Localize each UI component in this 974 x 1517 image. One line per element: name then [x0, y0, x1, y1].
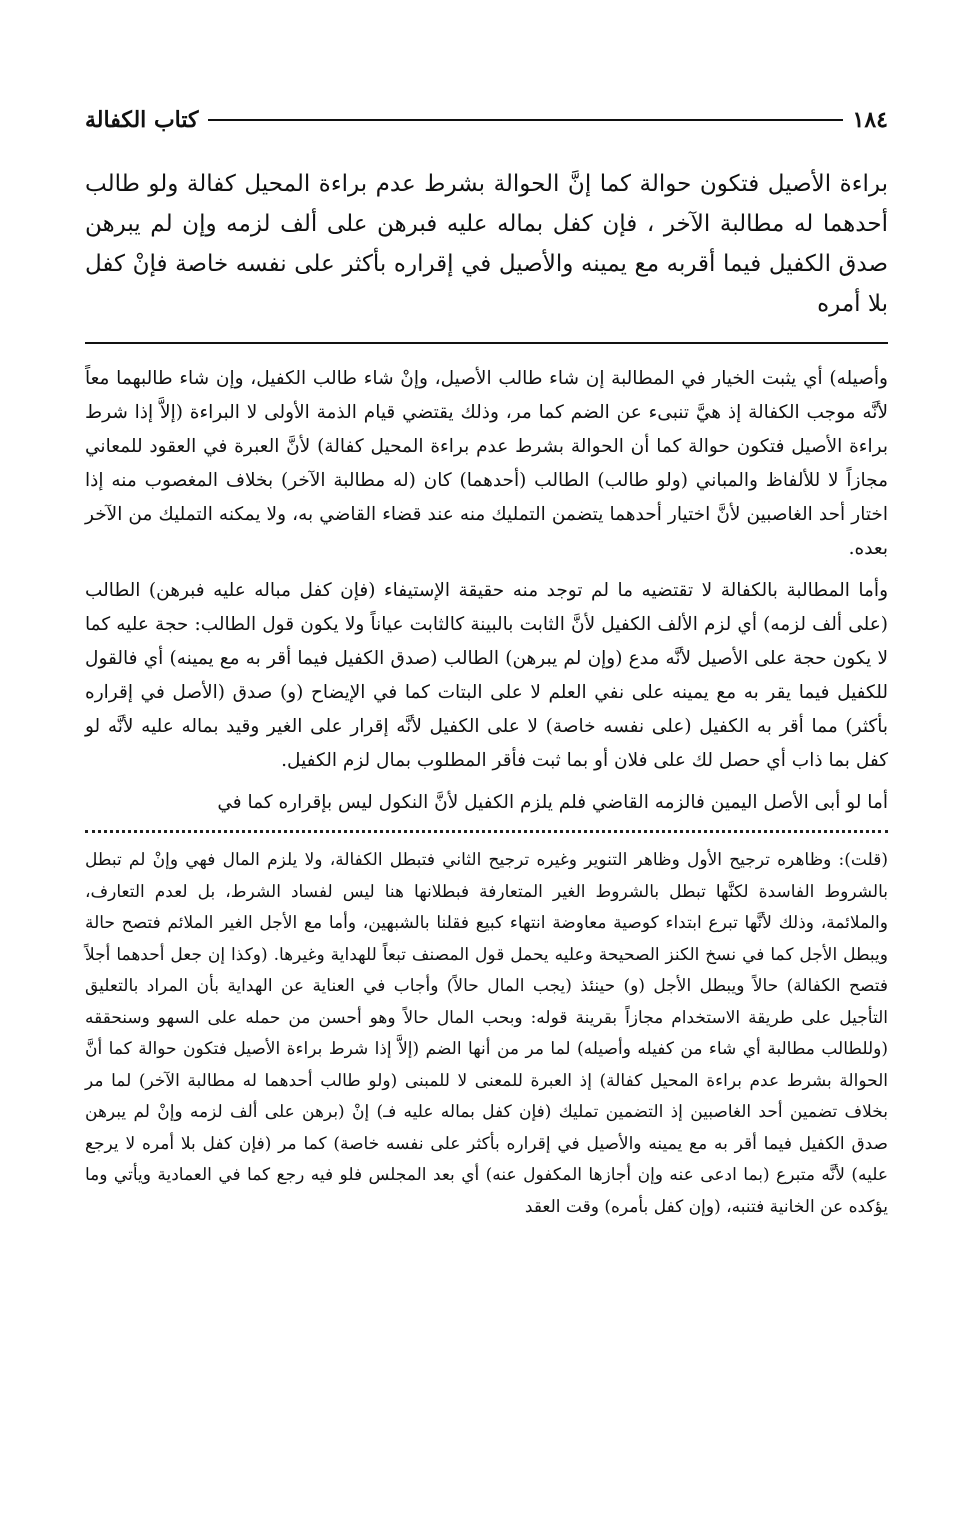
gloss-block	[85, 845, 888, 1223]
main-text: براءة الأصيل فتكون حوالة كما إنَّ الحوالة بشرط عدم براءة المحيل كفالة ولو طالب أحدهما له مطالبة الآخر ، فإن كفل بماله عليه فبرهن على ألف لزمه وإن لم يبرهن صدق الكفيل فيما أقربه مع يمينه والأصيل في إقراره بأكثر على نفسه خاصة فإنْ كفل بلا أمره	[85, 171, 888, 317]
commentary-block	[85, 362, 888, 820]
main-text-divider	[85, 342, 888, 344]
gloss-text: (قلت): وظاهره ترجيح الأول وظاهر التنوير وغيره ترجيح الثاني فتبطل الكفالة، ولا يلزم المال فهي وإنْ لم تبطل بالشروط الفاسدة لكنَّها تبطل بالشروط الغير المتعارفة فبطلانها هنا ليس لفساد الشرط، بل لعدم التعارف، والملائمة، وذلك لأنَّها تبرع ابتداء كوصية معاوضة انتهاء كبيع فقلنا بالشبهين، وأما مع الأجل الغير الملائم فتصح حالة ويبطل الأجل كما في نسخ الكنز الصحيحة وعليه يحمل قول المصنف تبعاً للهداية وغيرها. (وكذا إن جعل أحدهما أجلاً فتصح الكفالة) حالاً ويبطل الأجل (و) حينئذ (يجب المال حالاً) وأجاب في العناية عن الهداية بأن المراد بالتعليق التأجيل على طريقة الاستخدام مجازاً بقرينة قوله: وبحب المال حالاً وهو أحسن من حمله على السهو وسنحققه (وللطالب مطالبة أي شاء من كفيله وأصيله) لما مر من أنها الضم (إلاَّ إذا شرط براءة الأصيل فتكون حوالة كما أنَّ الحوالة بشرط عدم براءة المحيل كفالة) إذ العبرة للمعنى لا للمبنى (ولو طالب أحدهما له مطالبة الآخر) لما مر بخلاف تضمين أحد الغاصبين إذ التضمين تمليك (فإن كفل بماله عليه فـ) إنْ (برهن على ألف لزمه وإنْ لم يبرهن صدق الكفيل فيما أقر به مع يمينه والأصيل في إقراره بأكثر على نفسه خاصة) كما مر (فإن كفل بلا أمره لا يرجع عليه) لأنَّه متبرع (بما ادعى عنه وإن أجازها المكفول عنه) أي بعد المجلس فلو فيه رجع كما في العمادية ويأتي وما يؤكده عن الخانية فتنبه، (وإن كفل بأمره) وقت العقد	[85, 850, 888, 1217]
book-page	[85, 100, 888, 1223]
dotted-divider	[85, 830, 888, 833]
header-rule	[208, 119, 842, 121]
main-text-block	[85, 164, 888, 324]
commentary-paragraph-1: وأصيله) أي يثبت الخيار في المطالبة إن شاء طالب الأصيل، وإنْ شاء طالب الكفيل، وإن شاء طالبهما معاً لأنَّه موجب الكفالة إذ هيَّ تنبىء عن الضم كما مر، وذلك يقتضي قيام الذمة الأولى لا البراءة (إلاَّ إذا شرط براءة الأصيل فتكون حوالة كما أن الحوالة بشرط عدم براءة المحيل كفالة) لأنَّ العبرة في العقود للمعاني مجازاً لا للألفاظ والمباني (ولو طالب) الطالب (أحدهما) كان (له مطالبة الآخر) بخلاف المغصوب منه إذا اختار أحد الغاصبين لأنَّ اختيار أحدهما يتضمن التمليك منه عند قضاء القاضي به، ولا يمكنه التمليك من الآخر بعده.	[85, 368, 888, 559]
page-number: ١٨٤	[852, 107, 888, 133]
book-title: كتاب الكفالة	[85, 107, 199, 133]
commentary-paragraph-2: وأما المطالبة بالكفالة لا تقتضيه ما لم توجد منه حقيقة الإستيفاء (فإن كفل مباله عليه فبرهن) الطالب (على ألف لزمه) أي لزم الألف الكفيل لأنَّ الثابت بالبينة كالثابت عياناً ولا يكون قول الطالب: حجة عليه كما لا يكون حجة على الأصيل لأنَّه مدع (وإن لم يبرهن) الطالب (صدق الكفيل فيما أقر به مع يمينه) أي فالقول للكفيل فيما يقر به مع يمينه على نفي العلم لا على البتات كما في الإيضاح (و) صدق (الأصل في إقراره بأكثر) مما أقر به الكفيل (على نفسه خاصة) لا على الكفيل لأنَّه إقرار على الغير وقيد بماله عليه لأنَّه لو كفل بما ذاب أي حصل لك على فلان أو بما ثبت فأقر المطلوب بمال لزم الكفيل.	[85, 580, 888, 771]
commentary-paragraph-3: أما لو أبى الأصل اليمين فالزمه القاضي فلم يلزم الكفيل لأنَّ النكول ليس بإقراره كما في	[217, 792, 888, 813]
page-header	[85, 100, 888, 140]
